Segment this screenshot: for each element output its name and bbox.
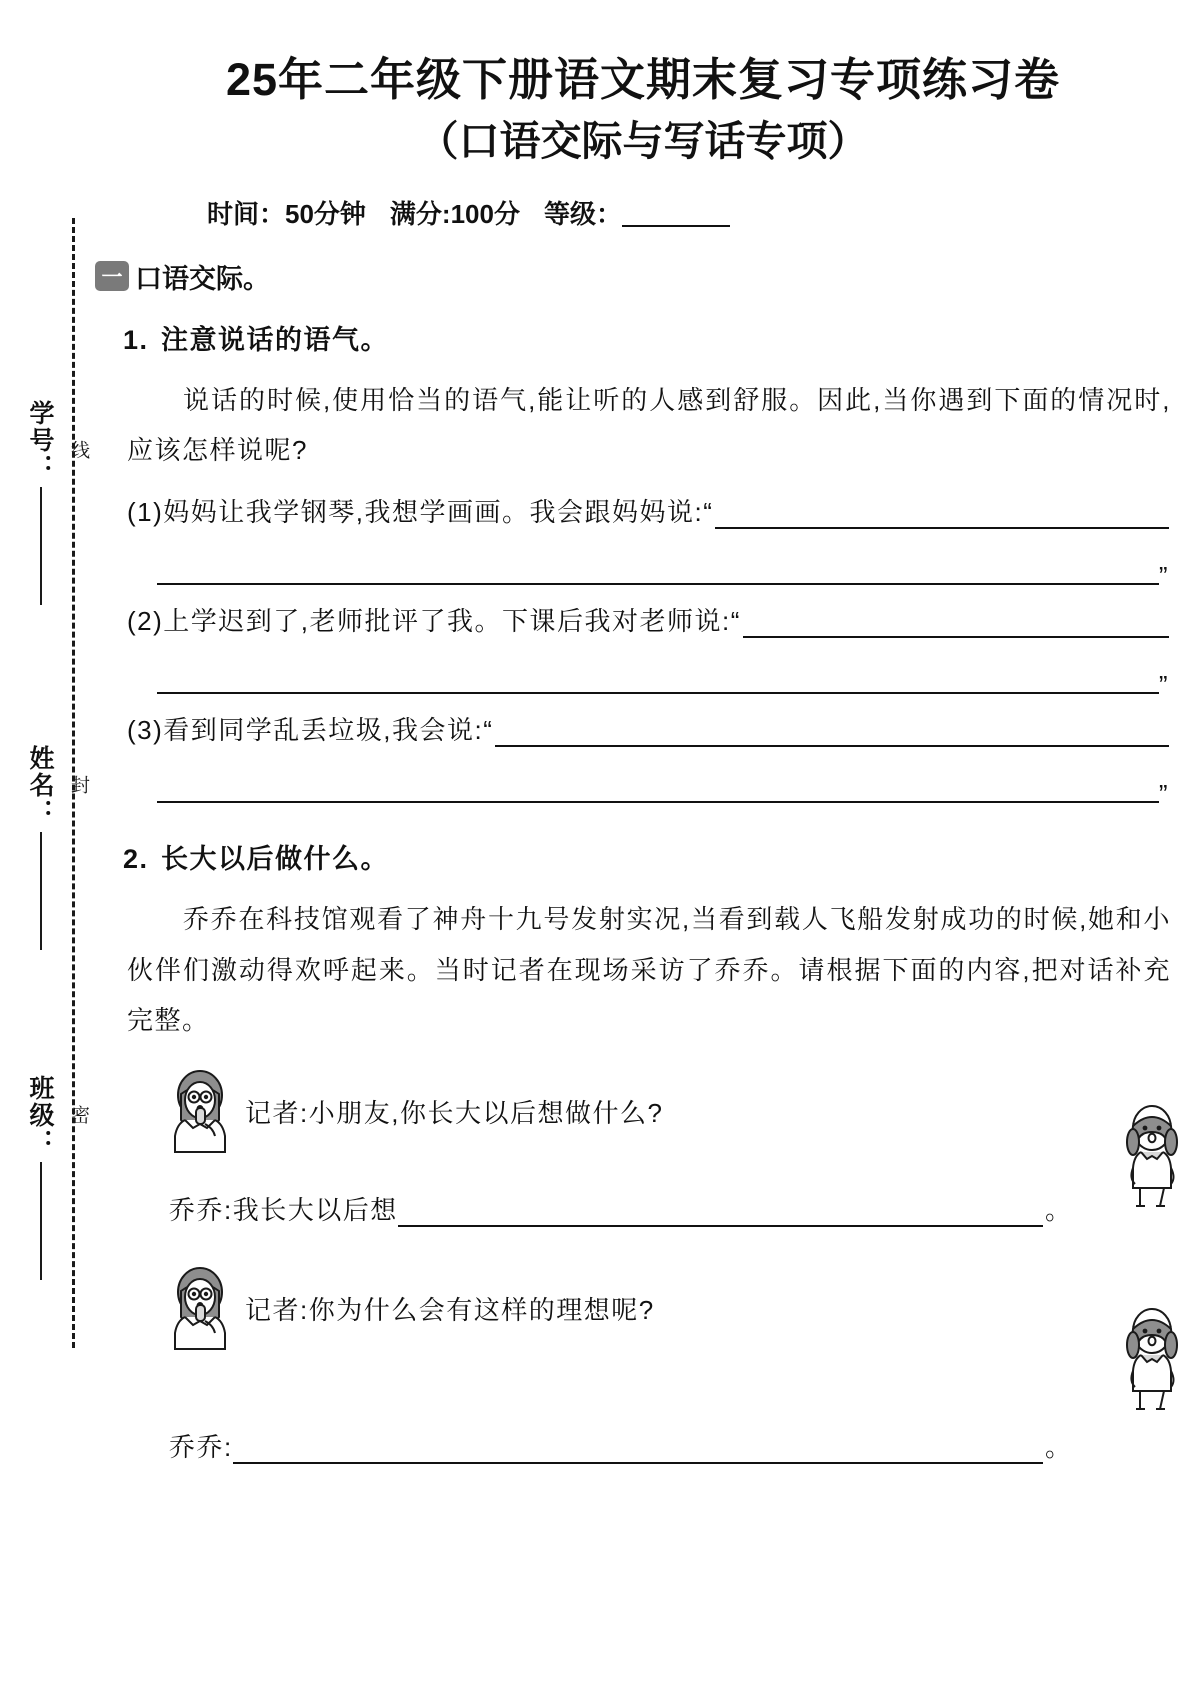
dialogue-line-4-answer-blank[interactable] [233, 1436, 1043, 1464]
reporter-girl-icon [169, 1070, 231, 1154]
seal-char-xian: 线 [68, 440, 89, 459]
dialogue-line-3-text: 记者:你为什么会有这样的理想呢? [245, 1295, 655, 1326]
question-2-title-text: 长大以后做什么。 [161, 843, 389, 874]
page-title: 25年二年级下册语文期末复习专项练习卷 [225, 54, 1061, 105]
question-1-number: 1. [123, 324, 149, 355]
dialogue-line-2 [123, 1154, 1191, 1227]
dialogue-line-2-lead: 乔乔:我长大以后想 [169, 1194, 398, 1225]
question-1-body: 说话的时候,使用恰当的语气,能让听的人感到舒服。因此,当你遇到下面的情况时,应该怎样说呢? [127, 384, 1171, 466]
dialogue-line-2-answer-blank[interactable] [398, 1199, 1043, 1227]
margin-field-student-number-blank[interactable] [39, 487, 42, 605]
dialogue-line-3 [123, 1227, 1191, 1351]
dialogue-line-1-text: 记者:小朋友,你长大以后想做什么? [245, 1098, 664, 1129]
seal-margin [0, 0, 95, 1684]
question-1-subitem-1-answer-line-2[interactable] [157, 557, 1159, 585]
dialogue-line-4-lead: 乔乔: [169, 1431, 233, 1462]
question-1-subitem-1-label: (1)妈妈让我学钢琴,我想学画画。我会跟妈妈说:“ [127, 496, 714, 527]
question-1-subitem-1 [123, 476, 1191, 591]
question-1-subitem-2-quote-end: ” [1158, 669, 1169, 700]
question-1-subitem-3-quote-end: ” [1158, 778, 1169, 809]
question-1-title [123, 296, 1191, 357]
question-2-body: 乔乔在科技馆观看了神舟十九号发射实况,当看到载人飞船发射成功的时候,她和小伙伴们激动得欢呼起来。当时记者在现场采访了乔乔。请根据下面的内容,把对话补充完整。 [127, 903, 1171, 1036]
exam-score-label: 满分:100分 [389, 198, 520, 229]
question-1-subitem-2-answer-line-1[interactable] [743, 610, 1169, 638]
question-1-title-text: 注意说话的语气。 [161, 324, 389, 355]
question-2-number: 2. [123, 843, 149, 874]
dialogue-line-4-period: 。 [1044, 1431, 1071, 1462]
margin-field-name-blank[interactable] [39, 832, 42, 950]
margin-field-student-number-label: 学号： [26, 400, 54, 481]
reporter-girl-icon [169, 1267, 231, 1351]
question-1-subitem-2-answer-line-2[interactable] [157, 666, 1159, 694]
question-1-subitem-3-answer-line-2[interactable] [157, 775, 1159, 803]
question-2 [95, 803, 1191, 1464]
question-2-title [123, 815, 1191, 876]
question-1-subitem-3 [123, 694, 1191, 809]
exam-time-label: 时间：50分钟 [207, 198, 366, 229]
qiaoqiao-girl-icon [1119, 1305, 1185, 1417]
margin-field-name-label: 姓名： [26, 745, 54, 826]
margin-field-class-blank[interactable] [39, 1162, 42, 1280]
page-subtitle: （口语交际与写话专项） [417, 118, 869, 165]
seal-char-mi: 密 [68, 1105, 89, 1124]
question-1-subitem-3-answer-line-1[interactable] [495, 719, 1169, 747]
question-1-subitem-1-answer-line-1[interactable] [715, 501, 1169, 529]
worksheet-sheet [95, 0, 1191, 1684]
section-header-oral [95, 231, 1191, 296]
margin-field-student-number [14, 400, 58, 605]
question-1-subitem-2 [123, 585, 1191, 700]
question-1-subitem-1-quote-end: ” [1158, 560, 1169, 591]
dialogue-line-4 [123, 1351, 1191, 1464]
dialogue-line-1 [123, 1046, 1191, 1154]
question-1-subitem-2-label: (2)上学迟到了,老师批评了我。下课后我对老师说:“ [127, 605, 741, 636]
seal-char-feng: 封 [68, 775, 89, 794]
qiaoqiao-girl-icon [1119, 1102, 1185, 1214]
exam-grade-blank[interactable] [622, 225, 730, 227]
exam-info-line [95, 168, 1191, 231]
dialogue-line-2-period: 。 [1044, 1194, 1071, 1225]
margin-field-class-label: 班级： [26, 1075, 54, 1156]
question-1 [95, 296, 1191, 809]
section-title: 口语交际。 [135, 263, 270, 294]
question-1-subitem-3-label: (3)看到同学乱丢垃圾,我会说:“ [127, 714, 494, 745]
exam-grade-label: 等级： [543, 198, 622, 229]
section-number-badge: 一 [95, 261, 129, 291]
